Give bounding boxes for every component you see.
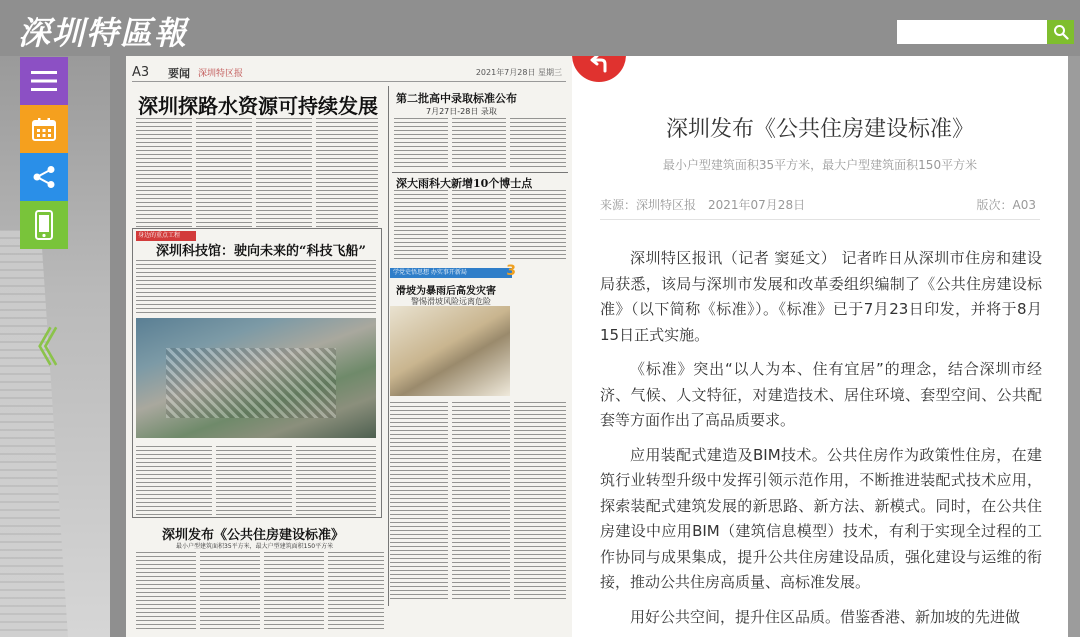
column-banner-number: 3	[506, 263, 516, 279]
newspaper-page[interactable]	[126, 56, 572, 637]
landslide-cartoon[interactable]	[390, 306, 510, 396]
site-logo[interactable]: 深圳特區報	[18, 14, 189, 52]
text-block	[216, 446, 292, 516]
share-button[interactable]	[20, 153, 68, 201]
newspaper-header	[132, 64, 566, 82]
mobile-button[interactable]	[20, 201, 68, 249]
article-title: 深圳发布《公共住房建设标准》	[665, 117, 974, 142]
column-banner	[390, 263, 516, 279]
calendar-icon	[32, 117, 56, 141]
text-block	[452, 118, 506, 170]
article-edition: 版次：A03	[976, 198, 1036, 212]
page-number: A3	[132, 65, 150, 80]
search-input[interactable]	[897, 20, 1047, 44]
row-rule	[392, 172, 568, 173]
text-block	[200, 552, 260, 632]
side-toolbar	[20, 57, 68, 249]
article-meta	[600, 194, 1040, 220]
newspaper-date: 2021年7月28日 星期三	[475, 68, 562, 77]
text-block	[264, 552, 324, 632]
feature-tag: 身边的重点工程	[136, 231, 196, 241]
text-block	[256, 118, 312, 228]
menu-icon	[31, 70, 57, 92]
subheadline-admission: 7月27日-28日 录取	[426, 107, 497, 116]
article-panel	[572, 56, 1068, 637]
article-date: 2021年07月28日	[708, 198, 806, 212]
column-banner-text: 学党史悟思想 办实事开新局	[393, 269, 467, 276]
article-paragraph: 《标准》突出“以人为本、住有宜居”的理念，结合深圳市经济、气候、人文特征，对建造技术、居住环境、套型空间、公共配套等方面作出了高品质要求。	[600, 360, 1042, 429]
article-paragraph: 深圳特区报讯（记者 窦延文） 记者昨日从深圳市住房和建设局获悉，该局与深圳市发展和改革委组织编制了《公共住房建设标准》（以下简称《标准》）。《标准》已于7月23日印发，并将于8月15日正式实施。	[600, 249, 1042, 344]
article-source: 来源：深圳特区报	[600, 198, 697, 212]
article-body	[600, 246, 1042, 637]
menu-button[interactable]	[20, 57, 68, 105]
article-paragraph: 应用装配式建造及BIM技术。公共住房作为政策性住房，在建筑行业转型升级中发挥引领示范作用，不断推进装配式技术应用，探索装配式建筑发展的新思路、新方法、新模式。同时，在公共住房建设中应用BIM（建筑信息模型）技术，有利于实现全过程的工作协同与成果集成，提升公共住房建设品质，强化建设与运维的衔接，推动公共住房高质量、高标准发展。	[600, 445, 1042, 591]
headline-admission[interactable]: 第二批高中录取标准公布	[396, 92, 517, 105]
text-block	[510, 118, 566, 170]
text-block	[394, 190, 448, 262]
subheadline-housing: 最小户型建筑面积35平方米，最大户型建筑面积150平方米	[176, 543, 334, 550]
search-icon	[1053, 24, 1069, 40]
text-block	[510, 190, 566, 262]
mobile-icon	[35, 210, 53, 240]
text-block	[296, 446, 376, 516]
headline-landslide[interactable]: 滑坡为暴雨后高发灾害	[396, 286, 496, 297]
calendar-button[interactable]	[20, 105, 68, 153]
text-block	[316, 118, 378, 228]
headline-housing[interactable]: 深圳发布《公共住房建设标准》	[162, 528, 345, 543]
article-paragraph: 用好公共空间，提升住区品质。借鉴香港、新加坡的先进做	[630, 607, 1021, 626]
section-name: 要闻	[168, 67, 190, 80]
text-block	[136, 260, 376, 314]
column-rule	[388, 86, 389, 606]
text-block	[452, 190, 506, 262]
headline-phd[interactable]: 深大雨科大新增10个博士点	[396, 177, 533, 190]
subheadline-landslide: 警惕滑坡风险远离危险	[411, 297, 491, 306]
text-block	[196, 118, 252, 228]
back-arrow-icon	[589, 56, 609, 73]
text-block	[452, 402, 510, 602]
text-block	[328, 552, 384, 632]
text-block	[136, 446, 212, 516]
back-button[interactable]	[572, 56, 626, 82]
search-button[interactable]	[1047, 20, 1074, 44]
text-block	[390, 402, 448, 602]
background-right	[1068, 56, 1080, 637]
headline-science-museum[interactable]: 深圳科技馆：驶向未来的“科技飞船”	[156, 244, 366, 259]
text-block	[136, 118, 192, 228]
share-icon	[32, 165, 56, 189]
previous-page-arrow[interactable]: 《	[18, 325, 58, 371]
headline-water[interactable]: 深圳探路水资源可持续发展	[138, 94, 378, 118]
article-subtitle: 最小户型建筑面积35平方米，最大户型建筑面积150平方米	[662, 158, 978, 172]
newspaper-brand: 深圳特区报	[198, 69, 244, 79]
text-block	[394, 118, 448, 170]
top-bar	[0, 0, 1080, 56]
text-block	[514, 402, 566, 602]
text-block	[136, 552, 196, 632]
construction-photo[interactable]	[136, 318, 376, 438]
